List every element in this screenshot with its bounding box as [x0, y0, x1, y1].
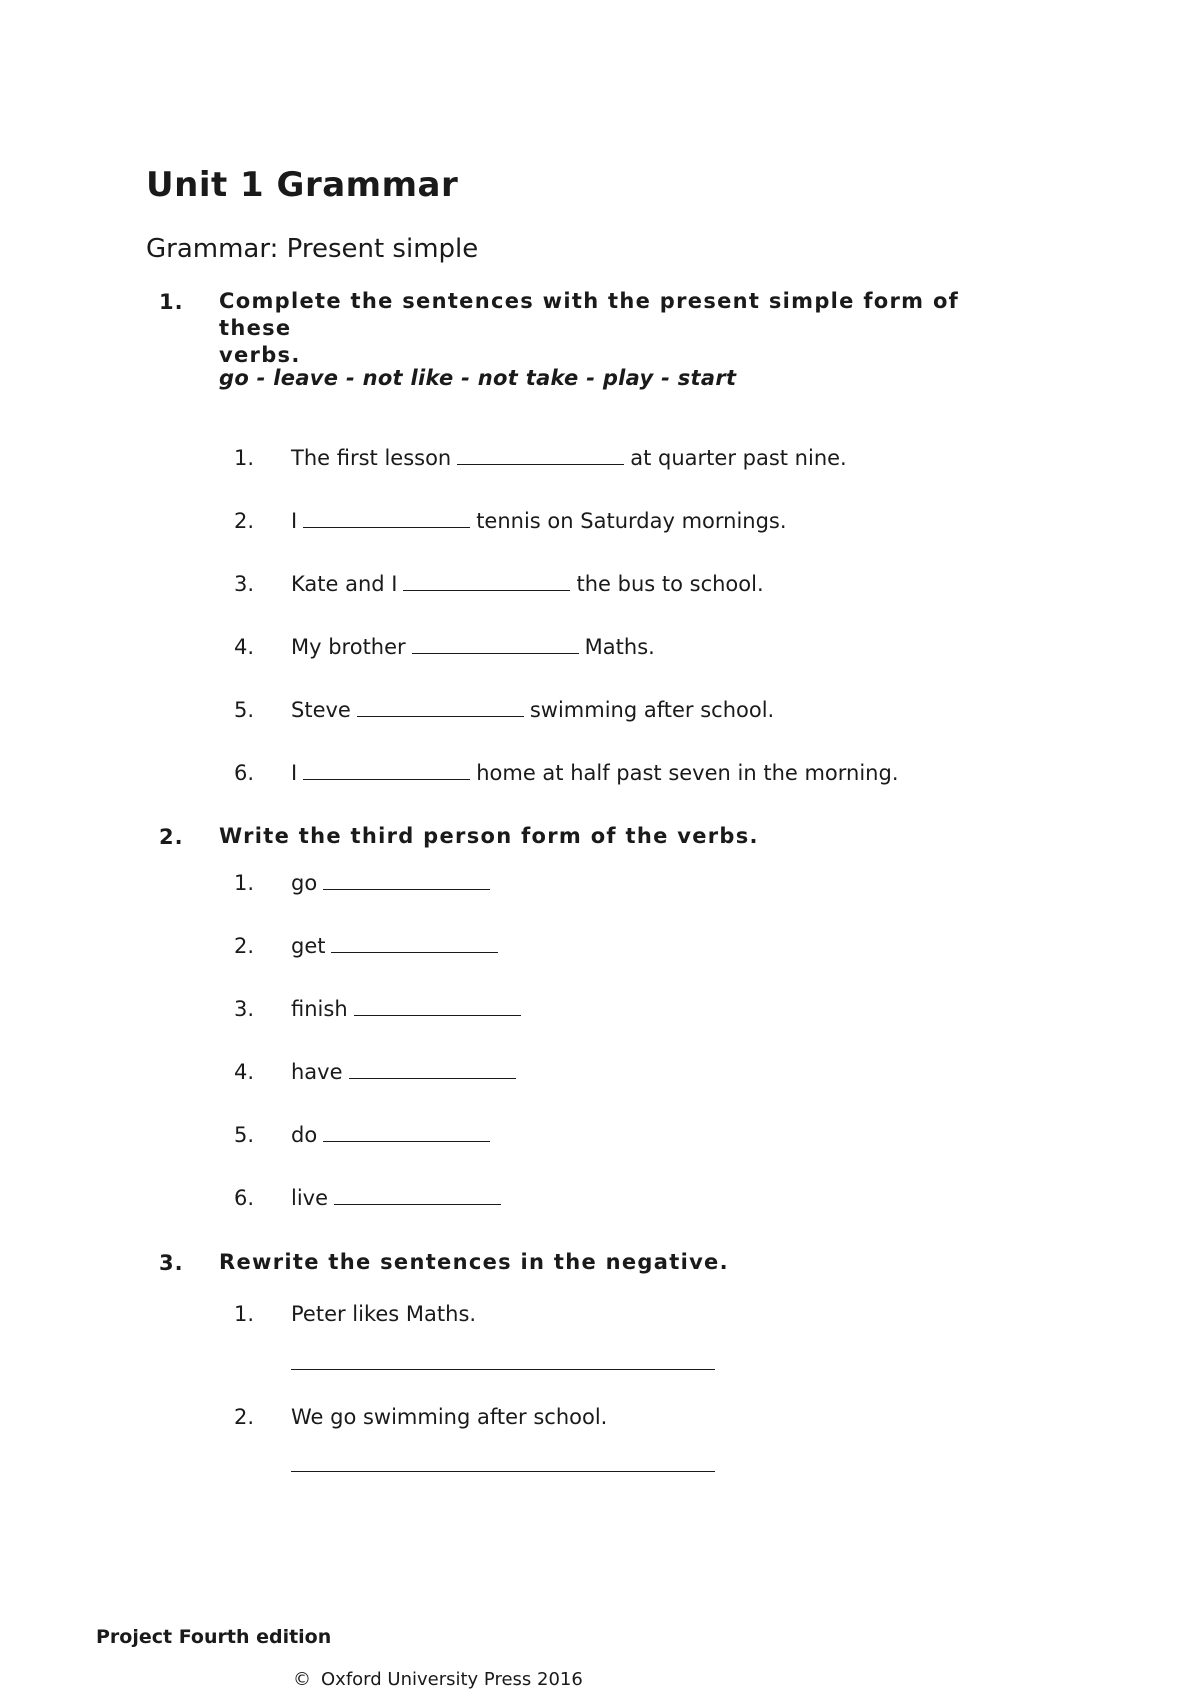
answer-line[interactable] [291, 1471, 715, 1472]
answer-blank[interactable] [403, 571, 570, 591]
word-box: go - leave - not like - not take - play - start [219, 366, 737, 390]
answer-blank[interactable] [331, 933, 498, 953]
answer-line[interactable] [291, 1369, 715, 1370]
sentence: We go swimming after school. [291, 1405, 608, 1429]
item-number: 2. [234, 934, 255, 958]
item-number: 6. [234, 1186, 255, 1210]
item-number: 5. [234, 698, 255, 722]
answer-blank[interactable] [303, 508, 470, 528]
item-text-after: at quarter past nine. [630, 446, 847, 470]
item-text-after: Maths. [584, 635, 655, 659]
item-number: 3. [234, 997, 255, 1021]
sentence: Peter likes Maths. [291, 1302, 477, 1326]
answer-blank[interactable] [349, 1059, 516, 1079]
item-text-before: The first lesson [291, 446, 452, 470]
verb: finish [291, 997, 348, 1021]
verb: go [291, 871, 318, 895]
verb: live [291, 1186, 329, 1210]
exercise-2-number: 2. [159, 825, 184, 849]
item-number: 2. [234, 1405, 255, 1429]
item-text-before: My brother [291, 635, 406, 659]
item-text-before: Steve [291, 698, 351, 722]
item-text-after: the bus to school. [576, 572, 764, 596]
exercise-1-instruction-line2: verbs. [219, 343, 301, 367]
answer-blank[interactable] [457, 445, 624, 465]
exercise-3-instruction: Rewrite the sentences in the negative. [219, 1250, 729, 1274]
item-text-after: swimming after school. [529, 698, 775, 722]
item-number: 2. [234, 509, 255, 533]
verb: do [291, 1123, 318, 1147]
item-number: 4. [234, 1060, 255, 1084]
exercise-2-instruction: Write the third person form of the verbs. [219, 824, 759, 848]
answer-blank[interactable] [334, 1185, 501, 1205]
item-text-before: Kate and I [291, 572, 398, 596]
exercise-1-instruction [219, 288, 1039, 369]
page-subtitle: Grammar: Present simple [146, 234, 479, 264]
item-text-after: tennis on Saturday mornings. [476, 509, 787, 533]
answer-blank[interactable] [412, 634, 579, 654]
item-number: 4. [234, 635, 255, 659]
verb: have [291, 1060, 343, 1084]
verb: get [291, 934, 326, 958]
item-text-after: home at half past seven in the morning. [476, 761, 899, 785]
page-title: Unit 1 Grammar [146, 165, 459, 205]
exercise-1-number: 1. [159, 290, 184, 314]
copyright-text: Oxford University Press 2016 [321, 1669, 583, 1690]
answer-blank[interactable] [357, 697, 524, 717]
answer-blank[interactable] [303, 760, 470, 780]
item-number: 3. [234, 572, 255, 596]
item-text-before: I [291, 761, 298, 785]
answer-blank[interactable] [323, 870, 490, 890]
answer-blank[interactable] [323, 1122, 490, 1142]
item-text-before: I [291, 509, 298, 533]
exercise-1-instruction-line1: Complete the sentences with the present simple form of these [219, 289, 960, 340]
item-number: 1. [234, 871, 255, 895]
answer-blank[interactable] [354, 996, 521, 1016]
item-number: 6. [234, 761, 255, 785]
footer-edition: Project Fourth edition [96, 1626, 332, 1648]
footer-copyright [293, 1671, 583, 1689]
item-number: 1. [234, 446, 255, 470]
copyright-icon: © [293, 1669, 311, 1690]
exercise-3-number: 3. [159, 1251, 184, 1275]
item-number: 1. [234, 1302, 255, 1326]
item-number: 5. [234, 1123, 255, 1147]
